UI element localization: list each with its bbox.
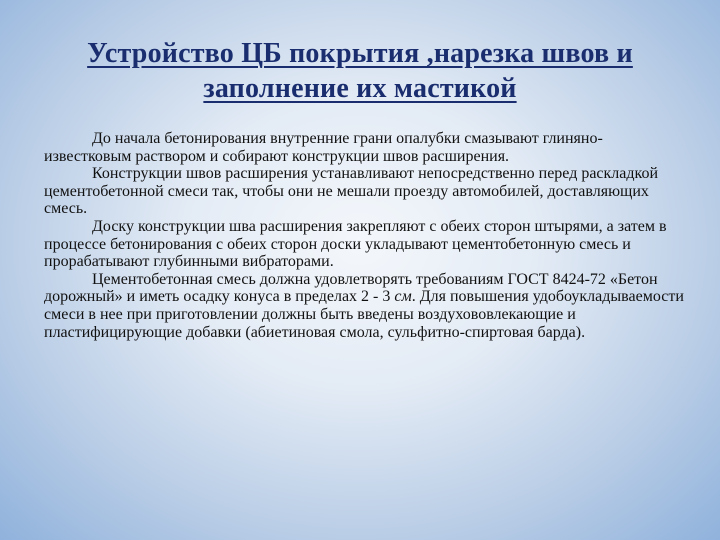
slide-body bbox=[44, 130, 684, 341]
paragraph-4-unit: см bbox=[394, 288, 412, 306]
slide-title bbox=[20, 36, 700, 106]
paragraph-2: Конструкции швов расширения устанавливают непосредственно перед раскладкой цементобетонной смеси так, чтобы они не мешали проезду автомобилей, доставляющих смесь. bbox=[44, 165, 659, 218]
paragraph-3: Доску конструкции шва расширения закрепляют с обеих сторон штырями, а затем в процессе бетонирования с обеих сторон доски укладывают цементобетонную смесь и прорабатывают глубинными вибраторами. bbox=[44, 217, 667, 271]
paragraph-4-text-end: . Для повышения удобоукладываемости смеси в нее при приготовлении должны быть введены воздухововлекающие и пластифицирующие добавки (абиетиновая смола, сульфитно-спиртовая барда). bbox=[44, 288, 684, 341]
paragraph-4 bbox=[44, 271, 684, 341]
paragraph-4-text-start: Цементобетонная смесь должна удовлетворять требованиям ГОСТ 8424-72 «Бетон дорожный» и иметь осадку конуса в пределах 2 - 3 bbox=[44, 270, 658, 306]
slide-title-line-1: Устройство ЦБ покрытия ,нарезка швов и bbox=[87, 38, 633, 69]
paragraph-1: До начала бетонирования внутренние грани опалубки смазывают глиняно-известковым раствором и собирают конструкции швов расширения. bbox=[44, 130, 603, 165]
slide-title-line-2: заполнение их мастикой bbox=[203, 73, 517, 104]
